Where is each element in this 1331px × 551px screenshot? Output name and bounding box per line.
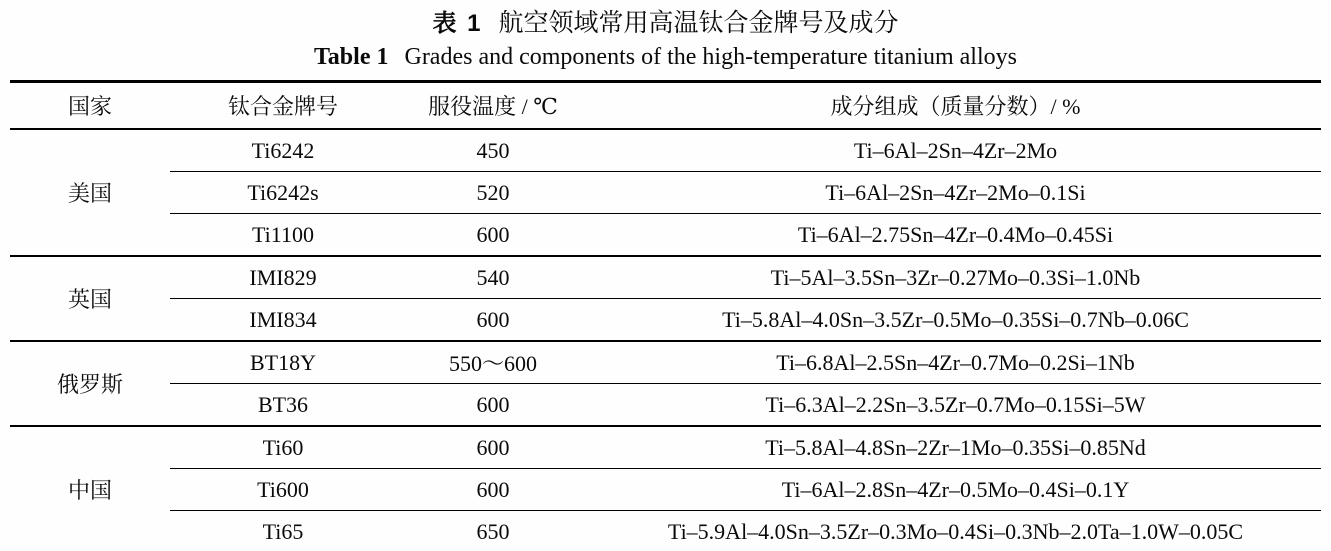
col-header-grade: 钛合金牌号: [170, 82, 396, 130]
composition-cell: Ti–6Al–2Sn–4Zr–2Mo–0.1Si: [590, 172, 1321, 214]
temp-cell: 520: [396, 172, 590, 214]
composition-cell: Ti–6.3Al–2.2Sn–3.5Zr–0.7Mo–0.15Si–5W: [590, 384, 1321, 427]
grade-cell: IMI829: [170, 256, 396, 299]
table-row: [10, 341, 1321, 384]
grade-cell: BT18Y: [170, 341, 396, 384]
composition-cell: Ti–5.8Al–4.8Sn–2Zr–1Mo–0.35Si–0.85Nd: [590, 426, 1321, 469]
temp-cell: 450: [396, 129, 590, 172]
col-header-composition: 成分组成（质量分数）/ %: [590, 82, 1321, 130]
composition-cell: Ti–6Al–2.8Sn–4Zr–0.5Mo–0.4Si–0.1Y: [590, 469, 1321, 511]
temp-cell: 650: [476, 518, 510, 544]
grade-cell: BT36: [170, 384, 396, 427]
table-row: [10, 469, 1321, 511]
grade-cell: IMI834: [170, 299, 396, 342]
temp-cell: 600: [396, 384, 590, 427]
table-row: [10, 511, 1321, 551]
composition-cell: Ti–6Al–2.75Sn–4Zr–0.4Mo–0.45Si: [590, 214, 1321, 257]
table-caption-zh-text: 航空领域常用高温钛合金牌号及成分: [498, 10, 899, 37]
temp-cell: 600: [396, 426, 590, 469]
col-header-country: 国家: [10, 82, 170, 130]
composition-cell: Ti–5.8Al–4.0Sn–3.5Zr–0.5Mo–0.35Si–0.7Nb–0.06C: [590, 299, 1321, 342]
table-row: [10, 214, 1321, 257]
grade-cell: Ti60: [170, 426, 396, 469]
table-row: [10, 426, 1321, 469]
grade-cell: Ti600: [170, 469, 396, 511]
col-header-temp: 服役温度 / ℃: [396, 82, 590, 130]
table-caption-en: [0, 40, 1331, 74]
composition-cell: Ti–5Al–3.5Sn–3Zr–0.27Mo–0.3Si–1.0Nb: [590, 256, 1321, 299]
grade-cell: Ti65: [262, 518, 304, 544]
country-cell: 俄罗斯: [10, 341, 170, 426]
table-caption-en-label: Table 1: [314, 44, 389, 70]
country-cell: 美国: [10, 129, 170, 256]
table-row: [10, 299, 1321, 342]
table-row: [10, 384, 1321, 427]
composition-cell: Ti–5.9Al–4.0Sn–3.5Zr–0.3Mo–0.4Si–0.3Nb–2.0Ta–1.0W–0.05C: [667, 518, 1244, 544]
table-row: [10, 129, 1321, 172]
table-row: [10, 172, 1321, 214]
grade-cell: Ti6242: [170, 129, 396, 172]
table-caption-en-text: Grades and components of the high-temperature titanium alloys: [404, 44, 1017, 70]
table-caption-zh: [0, 8, 1331, 40]
table-row: [10, 256, 1321, 299]
temp-cell: 600: [396, 214, 590, 257]
alloy-table: [10, 80, 1321, 551]
temp-cell: 600: [396, 469, 590, 511]
country-cell: 英国: [10, 256, 170, 341]
composition-cell: Ti–6Al–2Sn–4Zr–2Mo: [590, 129, 1321, 172]
country-cell: 中国: [10, 426, 170, 551]
grade-cell: Ti1100: [170, 214, 396, 257]
temp-cell: 600: [396, 299, 590, 342]
composition-cell: Ti–6.8Al–2.5Sn–4Zr–0.7Mo–0.2Si–1Nb: [590, 341, 1321, 384]
header-row: [10, 82, 1321, 130]
table-caption-zh-label: 表 1: [432, 10, 483, 37]
grade-cell: Ti6242s: [170, 172, 396, 214]
temp-cell: 540: [396, 256, 590, 299]
temp-cell: 550～600: [396, 341, 590, 384]
